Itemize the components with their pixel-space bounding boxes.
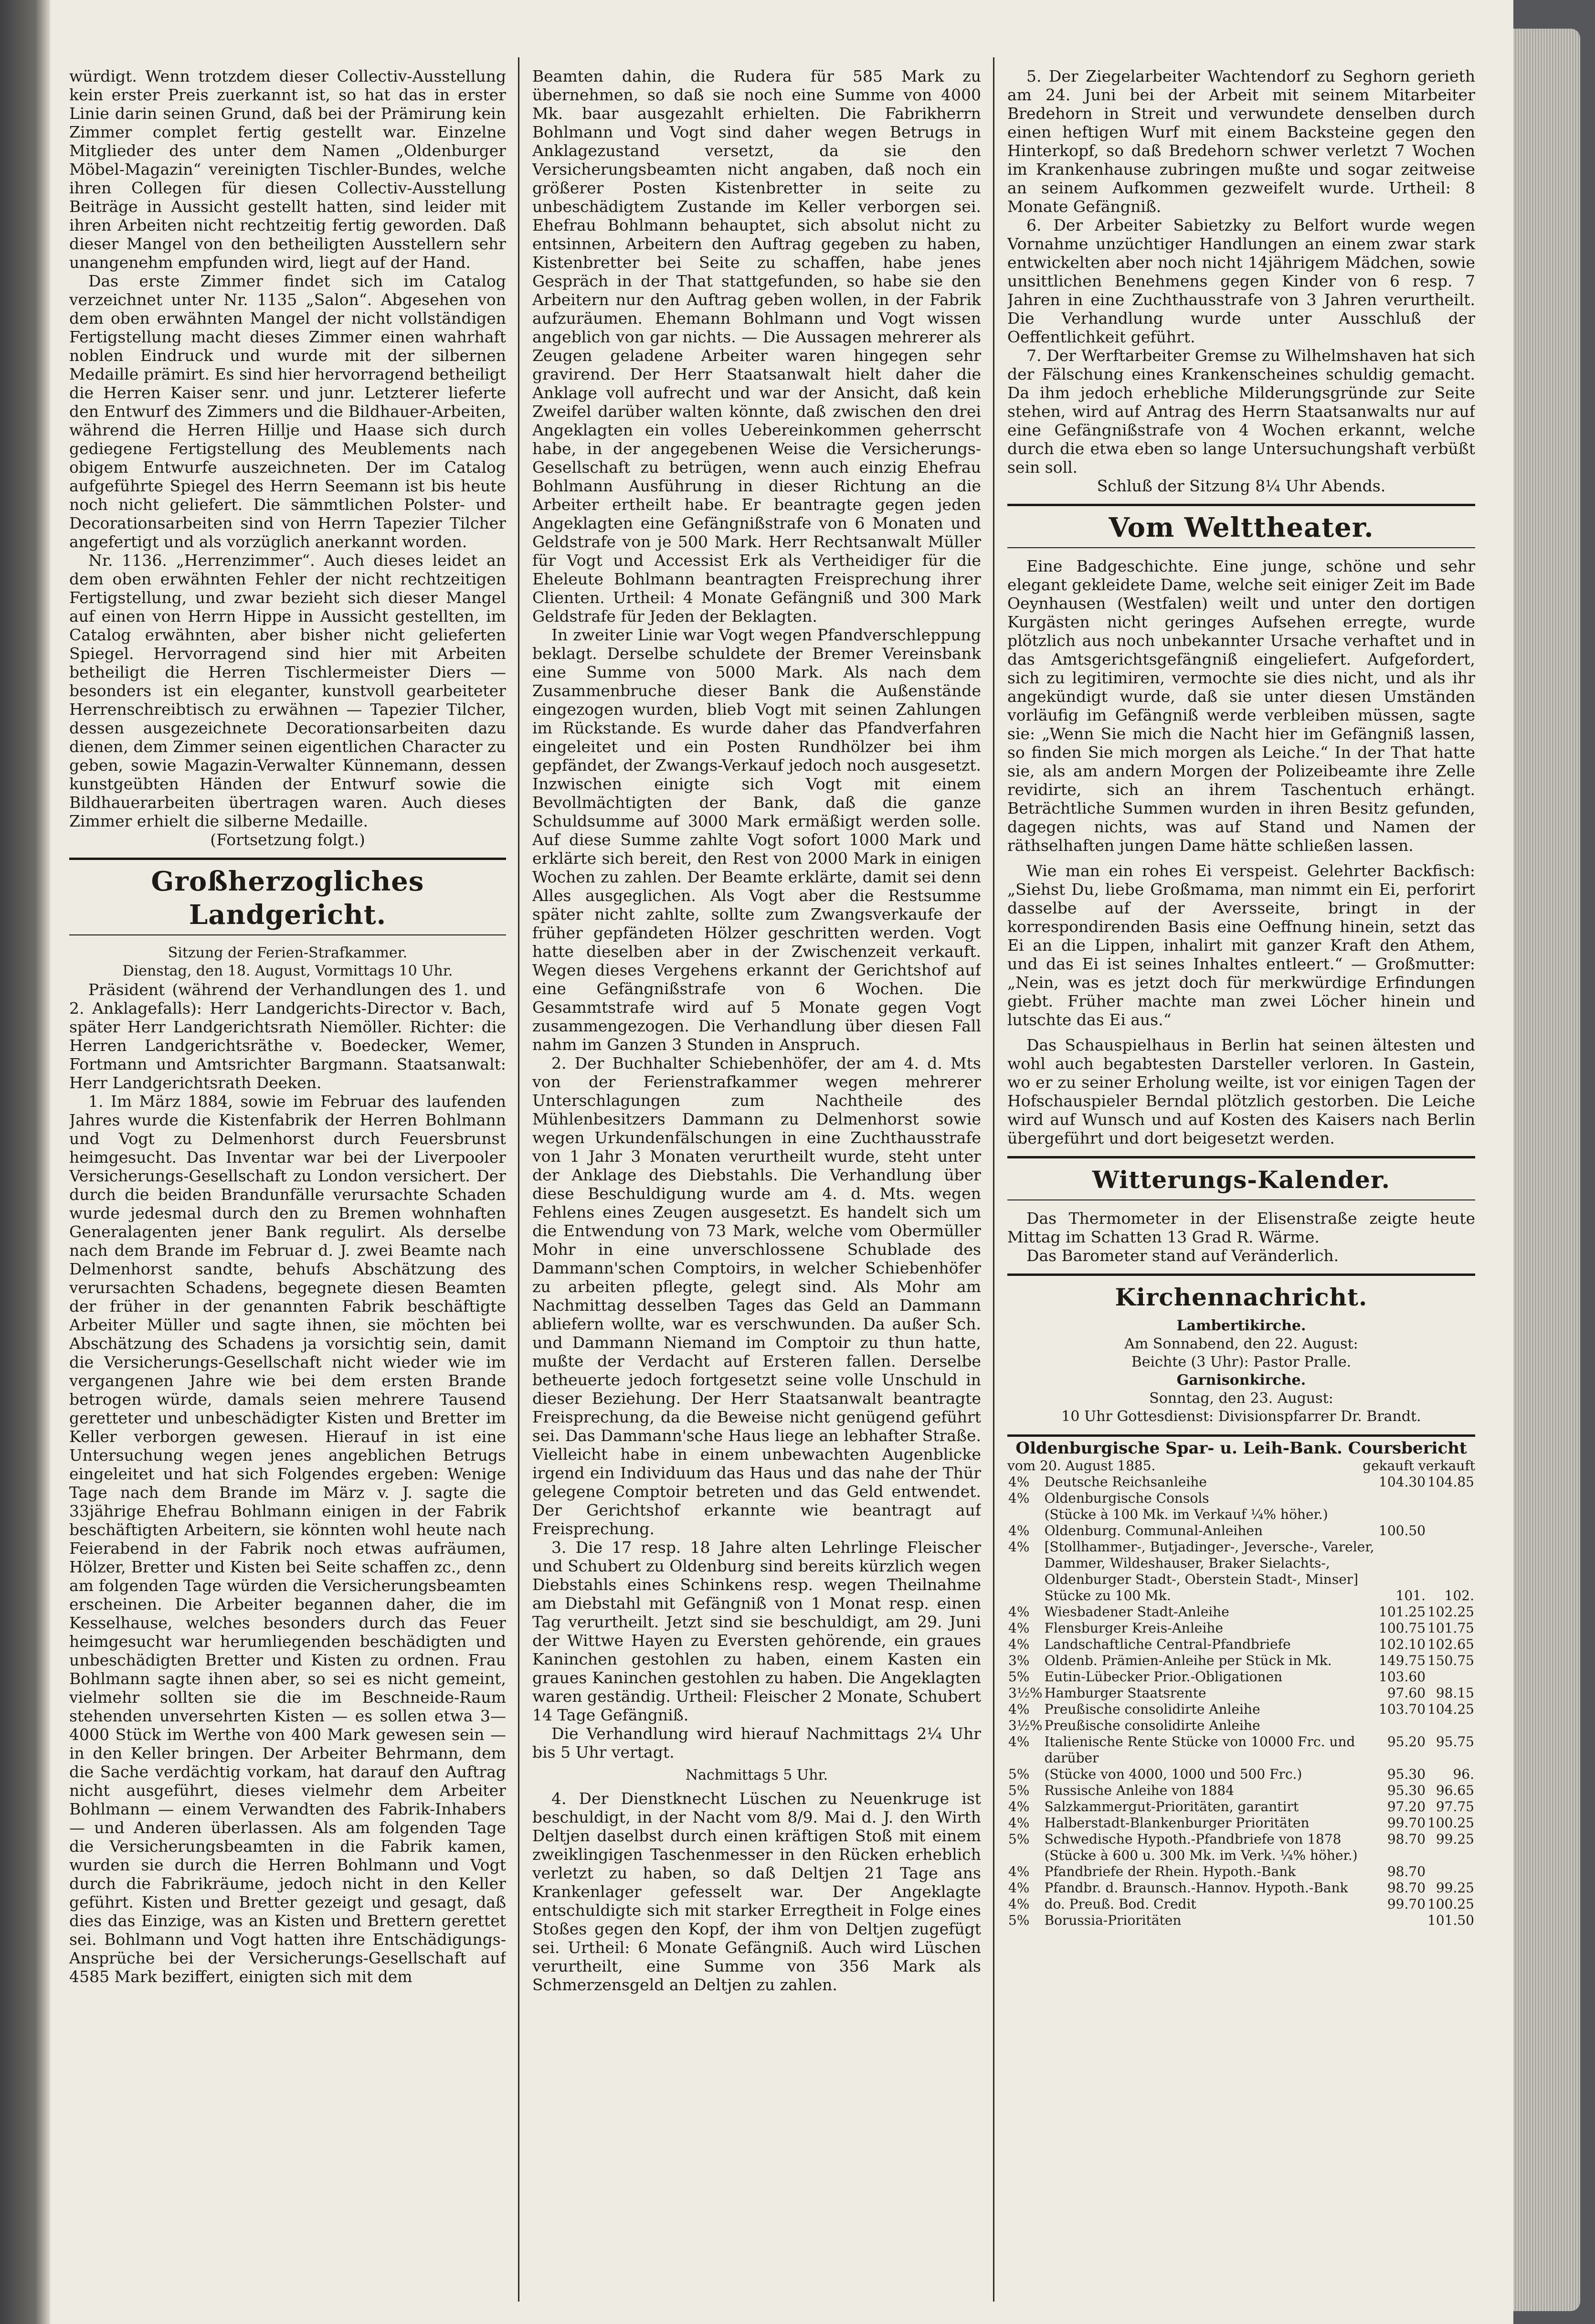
church-line: Garnisonkirche.: [1176, 1372, 1306, 1389]
price-sold: 102.65: [1427, 1636, 1474, 1652]
section-rule: [1007, 1273, 1475, 1276]
security-name: Borussia-Prioritäten: [1044, 1912, 1182, 1928]
price-bought: 104.30: [1379, 1474, 1426, 1490]
table-row: [1007, 1701, 1475, 1718]
price-sold: [1426, 1847, 1475, 1864]
price-bought: 103.70: [1379, 1701, 1426, 1717]
price-sold: 99.25: [1436, 1831, 1474, 1847]
table-row: [1007, 1864, 1475, 1880]
security-name: Russische Anleihe von 1884: [1044, 1783, 1235, 1798]
court-date: Dienstag, den 18. August, Vormittags 10 Uhr.: [122, 963, 453, 979]
security-name: (Stücke à 600 u. 300 Mk. im Verk. ¼% höher.): [1044, 1847, 1358, 1863]
section-rule: [1007, 547, 1475, 548]
table-row: [1007, 1653, 1475, 1669]
bank-rate-table: [1007, 1474, 1475, 1929]
table-row: [1007, 1783, 1475, 1799]
price-bought: 98.70: [1387, 1864, 1426, 1879]
security-name: Oldenburg. Communal-Anleihen: [1044, 1523, 1263, 1539]
weather-text: Das Barometer stand auf Veränderlich.: [1026, 1246, 1339, 1265]
security-name: Preußische consolidirte Anleihe: [1044, 1701, 1260, 1717]
bank-date: vom 20. August 1885.: [1007, 1458, 1156, 1474]
continuation-note: (Fortsetzung folgt.): [210, 830, 365, 849]
security-name: (Stücke von 4000, 1000 und 500 Frc.): [1044, 1766, 1302, 1782]
price-sold: [1426, 1718, 1475, 1734]
weather-heading: Witterungs-Kalender.: [1092, 1166, 1391, 1194]
price-bought: 95.20: [1387, 1734, 1426, 1750]
exhibition-paragraph: Das erste Zimmer findet sich im Catalog verzeichnet unter Nr. 1135 „Salon“. Abgesehen von dem oben erwähnten Mangel der nicht vollständigen Fertigstellung macht dieses Zimmer einen wahrhaft noblen Eindruck und wurde mit der silbernen Medaille prämirt. Es sind hier hervorragend betheiligt die Herren Kaiser senr. und junr. Letzterer lieferte den Entwurf des Zimmers und die Bildhauer-Arbeiten, während die Herren Hillje und Haase sich durch gediegene Fertigstellung des Meublements nach obigem Entwurfe auszeichneten. Der im Catalog aufgeführte Spiegel des Herrn Seemann ist bis heute noch nicht geliefert. Die sämmtlichen Polster- und Decorationsarbeiten sind von Herrn Tapezier Tilcher angefertigt und als vorzüglich anerkannt worden.: [69, 272, 506, 551]
price-bought: 101.: [1395, 1588, 1426, 1603]
rate-percent: 4%: [1008, 1474, 1030, 1490]
rate-percent: 4%: [1008, 1636, 1030, 1652]
price-bought: [1378, 1847, 1426, 1864]
bank-title: Oldenburgische Spar- u. Leih-Bank. Coursbericht: [1015, 1439, 1467, 1458]
table-row: [1007, 1912, 1475, 1929]
security-name: Halberstadt-Blankenburger Prioritäten: [1044, 1815, 1310, 1831]
price-sold: [1426, 1490, 1475, 1507]
security-name: [Stollhammer-, Butjadinger-, Jeversche-, Vareler, Dammer, Wildeshauser, Braker Sielachts-, Oldenburger Stadt-, Oberstein Stadt-, Minser]: [1044, 1539, 1374, 1587]
rate-percent: 5%: [1008, 1912, 1030, 1928]
price-sold: 101.75: [1427, 1620, 1474, 1636]
price-sold: 102.: [1444, 1588, 1474, 1603]
price-bought: 98.70: [1387, 1880, 1426, 1896]
rate-percent: 4%: [1008, 1490, 1030, 1506]
security-name: Oldenb. Prämien-Anleihe per Stück in Mk.: [1044, 1653, 1332, 1668]
court-paragraph: 2. Der Buchhalter Schiebenhöfer, der am 4. d. Mts von der Ferienstrafkammer wegen mehrerer Unterschlagungen zum Nachtheile des Mühlenbesitzers Dammann zu Delmenhorst sowie wegen Urkundenfälschungen in eine Zuchthausstrafe von 1 Jahr 3 Monaten verurtheilt wurde, steht unter der Anklage des Diebstahls. Die Verhandlung über diese Beschuldigung wurde am 4. d. Mts. wegen Fehlens eines Zeugen ausgesetzt. Es handelt sich um die Entwendung von 73 Mark, welche vom Obermüller Mohr in eine unverschlossene Schublade des Dammann'schen Comptoirs, in welcher Schiebenhöfer zu arbeiten pflegte, gelegt sind. Als Mohr am Nachmittag desselben Tages das Geld an Dammann abliefern wollte, war es verschwunden. Da außer Sch. und Dammann Niemand im Comptoir zu thun hatte, mußte der Verdacht auf Ersteren fallen. Derselbe betheuerte jedoch fortgesetzt seine volle Unschuld in dieser Beziehung. Der Herr Staatsanwalt beantragte Freisprechung, da die Beweise nicht genügend geführt sei. Das Dammann'sche Haus liege an lebhafter Straße. Vielleicht habe in einem unbewachten Augenblicke irgend ein Individuum das Haus und das nahe der Thür gelegene Comptoir betreten und das Geld entwendet. Der Gerichtshof erkannte wie beantragt auf Freisprechung.: [532, 1054, 981, 1538]
table-row: [1007, 1636, 1475, 1653]
afternoon-heading: Nachmittags 5 Uhr.: [685, 1767, 828, 1783]
table-row: [1007, 1620, 1475, 1636]
rate-percent: 4%: [1008, 1880, 1030, 1896]
column-2: [532, 67, 981, 1994]
court-heading: Großherzogliches Landgericht.: [151, 866, 424, 931]
price-bought: 98.70: [1387, 1831, 1426, 1847]
welttheater-paragraph: Wie man ein rohes Ei verspeist. Gelehrter Backfisch: „Siehst Du, liebe Großmama, man nimmt ein Ei, perforirt dasselbe auf der Aversseite, bringt in der korrespondirenden Basis eine Oeffnung hinein, setzt das Ei an die Lippen, inhalirt mit ganzer Kraft den Athem, und das Ei ist seines Inhaltes entleert.“ — Großmutter: „Nein, was es jetzt doch für merkwürdige Erfindungen giebt. Früher machte man zwei Löcher hinein und lutschte das Ei aus.“: [1007, 861, 1475, 1029]
court-paragraph: 7. Der Werftarbeiter Gremse zu Wilhelmshaven hat sich der Fälschung eines Krankenscheines schuldig gemacht. Da ihm jedoch erhebliche Milderungsgründe zur Seite stehen, wird auf Antrag des Herrn Staatsanwalts nur auf eine Gefängnißstrafe von 4 Wochen erkannt, welche durch die etwa eben so lange Untersuchungshaft verbüßt sein soll.: [1007, 346, 1475, 477]
price-bought: 99.70: [1387, 1815, 1426, 1831]
welttheater-paragraph: Das Schauspielhaus in Berlin hat seinen ältesten und wohl auch begabtesten Darsteller verloren. In Gastein, wo er zu seiner Erholung weilte, ist vor einigen Tagen der Hofschauspieler Berndal plötzlich gestorben. Die Leiche wird auf Wunsch und auf Kosten des Kaisers nach Berlin übergeführt und dort beigesetzt werden.: [1007, 1036, 1475, 1147]
exhibition-paragraph: würdigt. Wenn trotzdem dieser Collectiv-Ausstellung kein erster Preis zuerkannt ist, so hat das in erster Linie darin seinen Grund, daß bei der Prämirung kein Zimmer complet fertig gestellt war. Einzelne Mitglieder des unter dem Namen „Oldenburger Möbel-Magazin“ vereinigten Tischler-Bundes, welche ihren Collegen für diesen Collectiv-Ausstellung Beiträge in Aussicht gestellt hatten, sind leider mit ihren Arbeiten nicht rechtzeitig fertig geworden. Daß dieser Mangel von den betheiligten Ausstellern sehr unangenehm empfunden wird, liegt auf der Hand.: [69, 67, 506, 272]
rate-percent: [1007, 1588, 1044, 1604]
table-row: [1007, 1880, 1475, 1896]
rate-percent: 4%: [1008, 1620, 1030, 1636]
court-paragraph: In zweiter Linie war Vogt wegen Pfandverschleppung beklagt. Derselbe schuldete der Bremer Vereinsbank eine Summe von 5000 Mark. Als nach dem Zusammenbruche dieser Bank die Außenstände eingezogen wurden, blieb Vogt mit seinen Zahlungen im Rückstande. Es wurde daher das Pfandverfahren eingeleitet und ein Posten Rundhölzer bei ihm gepfändet, der Zwangs-Verkauf jedoch noch ausgesetzt. Inzwischen einigte sich Vogt mit einem Bevollmächtigten der Bank, daß die ganze Schuldsumme auf 3000 Mark ermäßigt werden solle. Auf diese Summe zahlte Vogt sofort 1000 Mark und erklärte sich bereit, den Rest von 2000 Mark in einigen Wochen zu zahlen. Der Beamte erklärte, damit sei denn Alles ausgeglichen. Als Vogt aber die Restsumme später nicht zahlte, sollte zum Zwangsverkaufe der früher gepfändeten Hölzer geschritten werden. Vogt hatte dieselben aber in der Zwischenzeit verkauft. Wegen dieses Vergehens erkannt der Gerichtshof auf eine Gefängnißstrafe von 6 Wochen. Die Gesammtstrafe wird auf 5 Monate gegen Vogt zusammengezogen. Die Verhandlung über diesen Fall nahm im Ganzen 3 Stunden in Anspruch.: [532, 626, 981, 1054]
price-sold: 100.25: [1427, 1815, 1474, 1831]
rate-percent: 4%: [1008, 1604, 1030, 1620]
column-rule: [518, 57, 519, 2302]
security-name: Wiesbadener Stadt-Anleihe: [1044, 1604, 1229, 1620]
table-row: [1007, 1815, 1475, 1831]
court-paragraph: Beamten dahin, die Rudera für 585 Mark zu übernehmen, so daß sie noch eine Summe von 4000 Mk. baar ausgezahlt erhielten. Die Fabrikherrn Bohlmann und Vogt sind daher wegen Betrugs in Anklagezustand versetzt, da sie den Versicherungsbeamten nicht angaben, daß noch ein größerer Posten Kistenbretter in seite zu unbeschädigtem Zustande im Keller verborgen sei. Ehefrau Bohlmann behauptet, sich absolut nicht zu entsinnen, Arbeitern den Auftrag gegeben zu haben, Kistenbretter bei Seite zu schaffen, habe jenes Gespräch in der That stattgefunden, so habe sie den Arbeitern nur den Auftrag geben wollen, in der Fabrik aufzuräumen. Ehemann Bohlmann und Vogt wissen angeblich von gar nichts. — Die Aussagen mehrerer als Zeugen geladene Arbeiter waren hingegen sehr gravirend. Der Herr Staatsanwalt hielt daher die Anklage voll aufrecht und war der Ansicht, daß kein Zweifel darüber walten könnte, daß zwischen den drei Angeklagten ein volles Uebereinkommen geherrscht habe, in der angegebenen Weise die Versicherungs-Gesellschaft zu betrügen, wenn auch einzig Ehefrau Bohlmann Ausführung in dieser Richtung an die Arbeiter ertheilt habe. Er beantragte gegen jeden Angeklagten eine Gefängnißstrafe von 6 Monaten und Geldstrafe von je 500 Mark. Herr Rechtsanwalt Müller für Vogt und Accessist Erk als Vertheidiger für die Eheleute Bohlmann beantragten Freisprechung ihrer Clienten. Urtheil: 4 Monate Gefängniß und 300 Mark Geldstrafe für Jeden der Beklagten.: [532, 67, 981, 626]
security-name: Schwedische Hypoth.-Pfandbriefe von 1878: [1044, 1831, 1341, 1847]
church-line: Lambertikirche.: [1176, 1317, 1306, 1334]
bank-col-sold: verkauft: [1418, 1458, 1475, 1474]
table-row: [1007, 1685, 1475, 1701]
rate-percent: [1007, 1847, 1044, 1864]
rate-percent: 4%: [1008, 1896, 1030, 1912]
section-rule: [69, 934, 506, 935]
security-name: Hamburger Staatsrente: [1044, 1685, 1206, 1701]
section-rule: [1007, 1434, 1475, 1437]
price-bought: [1378, 1507, 1426, 1523]
price-sold: 99.25: [1436, 1880, 1474, 1896]
price-bought: 100.75: [1379, 1620, 1426, 1636]
price-sold: [1426, 1507, 1475, 1523]
bank-col-bought: gekauft: [1363, 1458, 1414, 1474]
price-bought: 101.25: [1379, 1604, 1426, 1620]
price-sold: 96.: [1453, 1766, 1474, 1782]
price-bought: 95.30: [1387, 1766, 1426, 1782]
rate-percent: 4%: [1008, 1864, 1030, 1879]
church-line: Am Sonnabend, den 22. August:: [1124, 1336, 1358, 1352]
security-name: Flensburger Kreis-Anleihe: [1044, 1620, 1224, 1636]
column-1: [69, 67, 506, 1986]
price-bought: 95.30: [1387, 1783, 1426, 1798]
price-sold: [1426, 1864, 1475, 1880]
section-rule: [1007, 504, 1475, 506]
price-bought: 100.50: [1379, 1523, 1426, 1539]
table-row: [1007, 1523, 1475, 1539]
price-sold: 102.25: [1427, 1604, 1474, 1620]
table-row: [1007, 1588, 1475, 1604]
table-row: [1007, 1766, 1475, 1783]
court-paragraph: 4. Der Dienstknecht Lüschen zu Neuenkruge ist beschuldigt, in der Nacht vom 8/9. Mai d. J. den Wirth Deltjen daselbst durch einen kräftigen Stoß mit einem zweiklingigen Taschenmesser in den Rücken erheblich verletzt zu haben, so daß Deltjen 21 Tage ans Krankenlager gefesselt war. Der Angeklagte entschuldigte sich mit starker Erregtheit in Folge eines Stoßes gegen den Kopf, der ihm von Deltjen zugefügt sei. Urtheil: 6 Monate Gefängniß. Auch wird Lüschen verurtheilt, eine Summe von 356 Mark als Schmerzensgeld an Deltjen zu zahlen.: [532, 1789, 981, 1994]
price-sold: [1426, 1539, 1475, 1588]
section-rule: [1007, 1199, 1475, 1200]
price-bought: [1378, 1718, 1426, 1734]
rate-percent: 5%: [1008, 1831, 1030, 1847]
table-row: [1007, 1847, 1475, 1864]
security-name: Landschaftliche Central-Pfandbriefe: [1044, 1636, 1291, 1652]
court-paragraph: Die Verhandlung wird hierauf Nachmittags 2¼ Uhr bis 5 Uhr vertagt.: [532, 1724, 981, 1762]
court-paragraph: 5. Der Ziegelarbeiter Wachtendorf zu Seghorn gerieth am 24. Juni bei der Arbeit mit seinem Mitarbeiter Bredehorn in Streit und verwundete denselben durch einen heftigen Wurf mit einem Backsteine gegen den Hinterkopf, so daß Bredehorn schwer verletzt 7 Wochen im Krankenhause zubringen mußte und sogar zeitweise an seinem Aufkommen gezweifelt wurde. Urtheil: 8 Monate Gefängniß.: [1007, 67, 1475, 216]
price-sold: 101.50: [1427, 1912, 1474, 1928]
rate-percent: 4%: [1008, 1815, 1030, 1831]
price-sold: [1426, 1669, 1475, 1685]
rate-percent: 3%: [1008, 1653, 1030, 1668]
table-row: [1007, 1718, 1475, 1734]
church-line: Sonntag, den 23. August:: [1149, 1390, 1333, 1407]
price-bought: 103.60: [1379, 1669, 1426, 1685]
security-name: Eutin-Lübecker Prior.-Obligationen: [1044, 1669, 1283, 1685]
rate-percent: 4%: [1008, 1701, 1030, 1717]
weather-text: Das Thermometer in der Elisenstraße zeigte heute Mittag im Schatten 13 Grad R. Wärme.: [1007, 1209, 1475, 1246]
price-bought: [1378, 1539, 1426, 1588]
price-bought: 102.10: [1379, 1636, 1426, 1652]
church-heading: Kirchennachricht.: [1115, 1283, 1368, 1311]
welttheater-heading: Vom Welttheater.: [1109, 512, 1374, 543]
price-sold: 100.25: [1427, 1896, 1474, 1912]
table-row: [1007, 1734, 1475, 1766]
rate-percent: 5%: [1008, 1669, 1030, 1685]
table-row: [1007, 1896, 1475, 1912]
price-sold: 95.75: [1436, 1734, 1474, 1750]
bank-subheader: [1007, 1458, 1475, 1474]
rate-percent: 4%: [1008, 1539, 1030, 1555]
book-gutter: [0, 0, 50, 2324]
table-row: [1007, 1507, 1475, 1523]
rate-percent: 4%: [1008, 1799, 1030, 1815]
rate-percent: 5%: [1008, 1766, 1030, 1782]
column-3: [1007, 67, 1475, 1929]
column-rule: [993, 57, 994, 2302]
rate-percent: 3½%: [1008, 1718, 1043, 1733]
security-name: Pfandbriefe der Rhein. Hypoth.-Bank: [1044, 1864, 1296, 1879]
table-row: [1007, 1831, 1475, 1847]
price-sold: 98.15: [1436, 1685, 1474, 1701]
price-bought: 99.70: [1387, 1896, 1426, 1912]
church-line: 10 Uhr Gottesdienst: Divisionspfarrer Dr. Brandt.: [1061, 1408, 1421, 1425]
newspaper-page: [50, 0, 1513, 2324]
court-paragraph: 6. Der Arbeiter Sabietzky zu Belfort wurde wegen Vornahme unzüchtiger Handlungen an einem zwar stark entwickelten aber noch nicht 14jährigem Mädchen, sowie unsittlichen Benehmens gegen Kinder von 6 resp. 7 Jahren in eine Zuchthausstrafe von 3 Jahren verurtheilt. Die Verhandlung wurde unter Ausschluß der Oeffentlichkeit geführt.: [1007, 216, 1475, 346]
security-name: Oldenburgische Consols: [1044, 1490, 1209, 1506]
table-row: [1007, 1490, 1475, 1507]
price-sold: 96.65: [1436, 1783, 1474, 1798]
price-bought: [1378, 1912, 1426, 1929]
price-bought: 149.75: [1379, 1653, 1426, 1668]
section-rule: [69, 858, 506, 860]
price-sold: 104.85: [1427, 1474, 1474, 1490]
rate-percent: 3½%: [1008, 1685, 1043, 1701]
table-row: [1007, 1799, 1475, 1815]
court-session: Sitzung der Ferien-Strafkammer.: [168, 944, 408, 961]
table-row: [1007, 1539, 1475, 1588]
section-rule: [1007, 1156, 1475, 1158]
table-row: [1007, 1669, 1475, 1685]
rate-percent: 5%: [1008, 1783, 1030, 1798]
court-paragraph: 3. Die 17 resp. 18 Jahre alten Lehrlinge Fleischer und Schubert zu Oldenburg sind bereits kürzlich wegen Diebstahls eines Schinkens resp. wegen Theilnahme am Diebstahl mit Gefängniß von 1 Monat resp. einen Tag verurtheilt. Jetzt sind sie beschuldigt, am 29. Juni der Wittwe Hayen zu Eversten gehörende, ein graues Kaninchen gestohlen zu haben, einem Kasten ein graues Kaninchen gestohlen zu haben. Die Angeklagten waren geständig. Urtheil: Fleischer 2 Monate, Schubert 14 Tage Gefängniß.: [532, 1538, 981, 1724]
price-bought: 97.20: [1387, 1799, 1426, 1815]
price-bought: 97.60: [1387, 1685, 1426, 1701]
price-sold: 97.75: [1436, 1799, 1474, 1815]
table-row: [1007, 1604, 1475, 1620]
rate-percent: 4%: [1008, 1523, 1030, 1539]
court-paragraph: Präsident (während der Verhandlungen des 1. und 2. Anklagefalls): Herr Landgerichts-Director v. Bach, später Herr Landgerichtsrath Niemöller. Richter: die Herren Landgerichtsräthe v. Boedecker, Wemer, Fortmann und Amtsrichter Bargmann. Staatsanwalt: Herr Landgerichtsrath Deeken.: [69, 980, 506, 1092]
security-name: Deutsche Reichsanleihe: [1044, 1474, 1207, 1490]
exhibition-paragraph: Nr. 1136. „Herrenzimmer“. Auch dieses leidet an dem oben erwähnten Fehler der nicht rechtzeitigen Fertigstellung, und zwar bezieht sich dieser Mangel auf einen von Herrn Hippe in Aussicht gestellten, im Catalog erwähnten, aber bisher nicht gelieferten Spiegel. Hervorragend sind hier mit Arbeiten betheiligt die Herren Tischlermeister Diers — besonders ist ein eleganter, kunstvoll gearbeiteter Herrenschreibtisch zu erwähnen — Tapezier Tilcher, dessen ausgezeichnete Decorationsarbeiten dazu dienen, dem Zimmer seinen eigentlichen Character zu geben, sowie Magazin-Verwalter Künnemann, dessen kunstgeübten Händen der Entwurf sowie die Bildhauerarbeiten übertragen waren. Auch dieses Zimmer erhielt die silberne Medaille.: [69, 551, 506, 830]
security-name: Italienische Rente Stücke von 10000 Frc. und darüber: [1044, 1734, 1355, 1766]
rate-percent: 4%: [1008, 1734, 1030, 1750]
page-edges: [1513, 29, 1580, 2311]
security-name: Pfandbr. d. Braunsch.-Hannov. Hypoth.-Bank: [1044, 1880, 1348, 1896]
table-row: [1007, 1474, 1475, 1490]
price-sold: [1426, 1523, 1475, 1539]
security-name: Salzkammergut-Prioritäten, garantirt: [1044, 1799, 1299, 1815]
security-name: Stücke zu 100 Mk.: [1044, 1588, 1171, 1603]
price-bought: [1378, 1490, 1426, 1507]
welttheater-paragraph: Eine Badgeschichte. Eine junge, schöne und sehr elegant gekleidete Dame, welche seit einiger Zeit im Bade Oeynhausen (Westfalen) weilt und unter den dortigen Kurgästen nicht geringes Aufsehen erregte, wurde plötzlich aus noch unbekannter Ursache verhaftet und in das Amtsgerichtsgefängniß eingeliefert. Aufgefordert, sich zu legitimiren, vermochte sie dies nicht, und als ihr angekündigt wurde, daß sie unter diesen Umständen vorläufig im Gefängniß werde verbleiben müssen, sagte sie: „Wenn Sie mich die Nacht hier im Gefängniß lassen, so finden Sie mich morgen als Leiche.“ In der That hatte sie, als am andern Morgen der Polizeibeamte ihre Zelle revidirte, sich an ihrem Taschentuch erhängt. Beträchtliche Summen wurden in ihren Besitz gefunden, dagegen nichts, was auf Stand und Namen der räthselhaften jungen Dame hätte schließen lassen.: [1007, 557, 1475, 855]
church-line: Beichte (3 Uhr): Pastor Pralle.: [1131, 1354, 1352, 1370]
session-closing: Schluß der Sitzung 8¼ Uhr Abends.: [1097, 477, 1386, 495]
rate-percent: [1007, 1507, 1044, 1523]
security-name: (Stücke à 100 Mk. im Verkauf ¼% höher.): [1044, 1507, 1328, 1522]
price-sold: 104.25: [1427, 1701, 1474, 1717]
security-name: Preußische consolidirte Anleihe: [1044, 1718, 1260, 1733]
court-paragraph: 1. Im März 1884, sowie im Februar des laufenden Jahres wurde die Kistenfabrik der Herren Bohlmann und Vogt zu Delmenhorst durch Feuersbrunst heimgesucht. Das Inventar war bei der Liverpooler Versicherungs-Gesellschaft zu London versichert. Der durch die beiden Brandunfälle verursachte Schaden wurde jedesmal durch den zu Bremen wohnhaften Generalagenten jener Bank regulirt. Als derselbe nach dem Brande im Februar d. J. zwei Beamte nach Delmenhorst sandte, behufs Abschätzung des verursachten Schadens, begegnete diesen Beamten der früher in der genannten Fabrik beschäftigte Arbeiter Müller und sagte ihnen, sie möchten bei Abschätzung des Schadens ja vorsichtig sein, damit die Versicherungs-Gesellschaft nicht wieder wie im vergangenen Jahre wie bei dem ersten Brande betrogen würde, damals seien mehrere Tausend geretteter und unbeschädigter Kisten und Bretter im Keller verborgen gewesen. Hierauf in ist eine Untersuchung wegen jenes angeblichen Betrugs eingeleitet und hat sich Folgendes ergeben: Wenige Tage nach dem Brande im März v. J. sagte die 33jährige Ehefrau Bohlmann einigen in der Fabrik beschäftigten Arbeitern, sie könnten wohl heute nach Feierabend in der Fabrik noch etwas aufräumen, Hölzer, Bretter und Kisten bei Seite schaffen zc., denn am folgenden Tage würden die Versicherungsbeamten erscheinen. Die Arbeiter begannen daher, die im Kesselhause, welches besonders durch das Feuer heimgesucht war herumliegenden beschädigten und unbeschädigten Bretter und Kisten zu ordnen. Frau Bohlmann sagte ihnen aber, so sei es nicht gemeint, vielmehr sollten sie die im Beschneide-Raum stehenden unversehrten Kisten — es sollen etwa 3—4000 Stück im Werthe von 400 Mark gewesen sein — in den Keller bringen. Der Arbeiter Behrmann, dem die Sache verdächtig vorkam, hat darauf den Auftrag nicht ausgeführt, dieses vielmehr dem Arbeiter Bohlmann — einem Verwandten des Fabrik-Inhabers — und Anderen überlassen. Als am folgenden Tage die Versicherungsbeamten in die Fabrik kamen, wurden sie durch die Herren Bohlmann und Vogt durch die Fabrikräume, jedoch nicht in den Keller geführt. Kisten und Bretter gezeigt und gesagt, daß dies das Einzige, was an Kisten und Brettern gerettet sei. Bohlmann und Vogt hatten ihre Entschädigungs-Ansprüche bei der Versicherungs-Gesellschaft auf 4585 Mark beziffert, einigten sich mit dem: [69, 1092, 506, 1986]
price-sold: 150.75: [1427, 1653, 1474, 1668]
security-name: do. Preuß. Bod. Credit: [1044, 1896, 1196, 1912]
